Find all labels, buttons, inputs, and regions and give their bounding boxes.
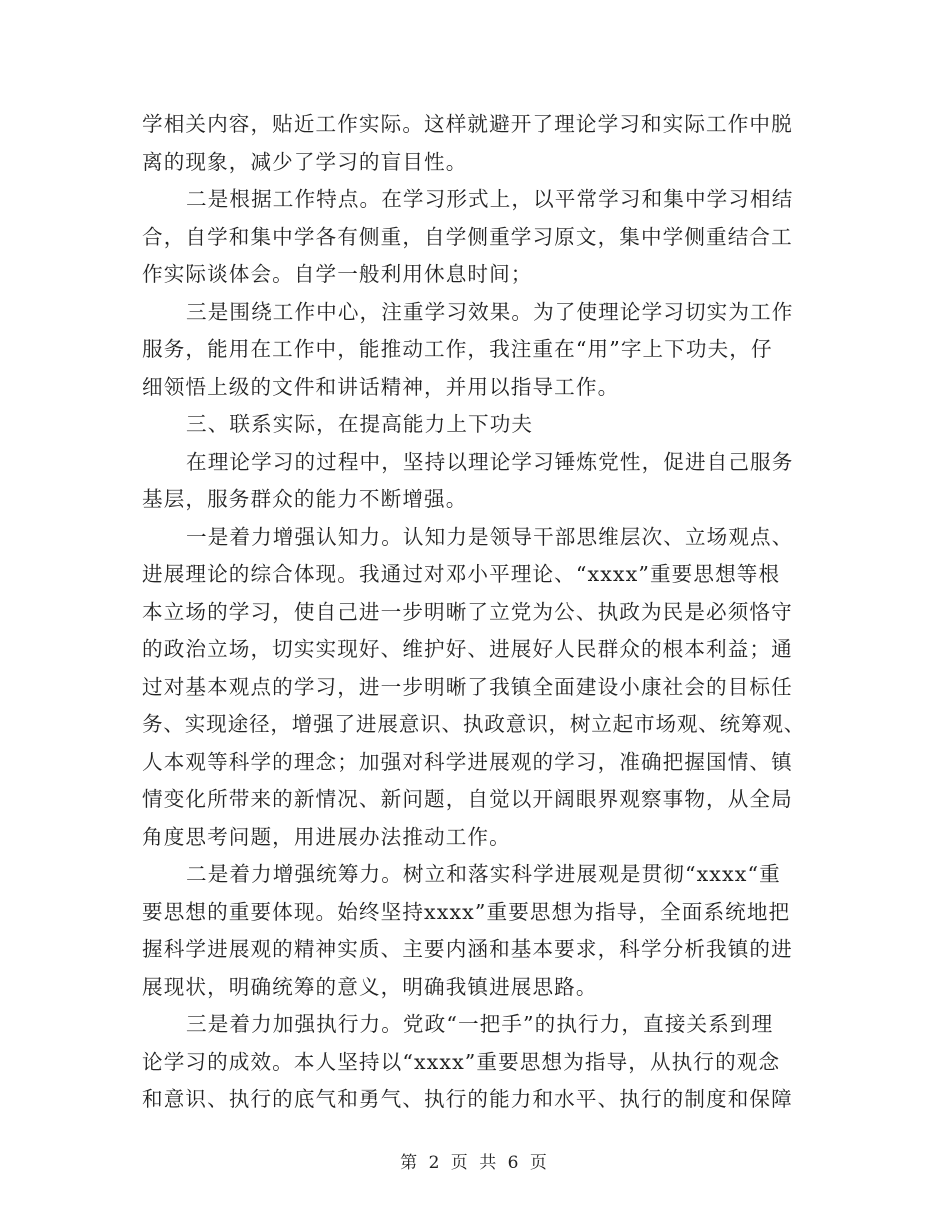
text-line: 人本观等科学的理念；加强对科学进展观的学习，准确把握国情、镇 [142,749,793,774]
document-body [142,106,807,1119]
text-line: 进展理论的综合体现。我通过对邓小平理论、“xxxx”重要思想等根 [142,562,781,586]
text-line: 和意识、执行的底气和勇气、执行的能力和水平、执行的制度和保障 [142,1087,793,1111]
text-line: 过对基本观点的学习，进一步明晰了我镇全面建设小康社会的目标任 [142,674,793,699]
text-line: 的政治立场，切实实现好、维护好、进展好人民群众的根本利益；通 [142,637,793,661]
text-line: 务、实现途径，增强了进展意识、执政意识，树立起市场观、统筹观、 [142,712,806,736]
text-line: 离的现象，减少了学习的盲目性。 [142,149,468,174]
text-line: 要思想的重要体现。始终坚持xxxx”重要思想为指导，全面系统地把 [142,899,791,924]
text-line: 基层，服务群众的能力不断增强。 [142,487,468,511]
text-line: 一是着力增强认知力。认知力是领导干部思维层次、立场观点、 [186,524,794,549]
text-line: 三是着力加强执行力。党政“一把手”的执行力，直接关系到理 [186,1012,774,1036]
text-line: 二是根据工作特点。在学习形式上，以平常学习和集中学习相结 [186,187,794,211]
text-line: 三、联系实际，在提高能力上下功夫 [186,412,534,436]
text-line: 二是着力增强统筹力。树立和落实科学进展观是贯彻“xxxx“重 [186,862,781,886]
page-number-footer: 第 2 页 共 6 页 [400,1153,550,1173]
text-line: 作实际谈体会。自学一般利用休息时间； [142,262,533,286]
text-line: 服务，能用在工作中，能推动工作，我注重在“用”字上下功夫，仔 [142,337,773,361]
text-line: 合，自学和集中学各有侧重，自学侧重学习原文，集中学侧重结合工 [142,224,793,249]
text-line: 握科学进展观的精神实质、主要内涵和基本要求，科学分析我镇的进 [142,937,793,961]
text-line: 三是围绕工作中心，注重学习效果。为了使理论学习切实为工作 [186,299,794,324]
text-line: 论学习的成效。本人坚持以“xxxx”重要思想为指导，从执行的观念 [142,1049,781,1074]
text-line: 角度思考问题，用进展办法推动工作。 [142,824,511,849]
text-line: 展现状，明确统筹的意义，明确我镇进展思路。 [142,974,598,999]
text-line: 情变化所带来的新情况、新问题，自觉以开阔眼界观察事物，从全局 [142,787,793,811]
text-line: 本立场的学习，使自己进一步明晰了立党为公、执政为民是必须恪守 [142,599,793,624]
text-line: 学相关内容，贴近工作实际。这样就避开了理论学习和实际工作中脱 [142,112,793,136]
text-line: 细领悟上级的文件和讲话精神，并用以指导工作。 [142,374,620,399]
text-line: 在理论学习的过程中，坚持以理论学习锤炼党性，促进自己服务 [186,449,794,474]
